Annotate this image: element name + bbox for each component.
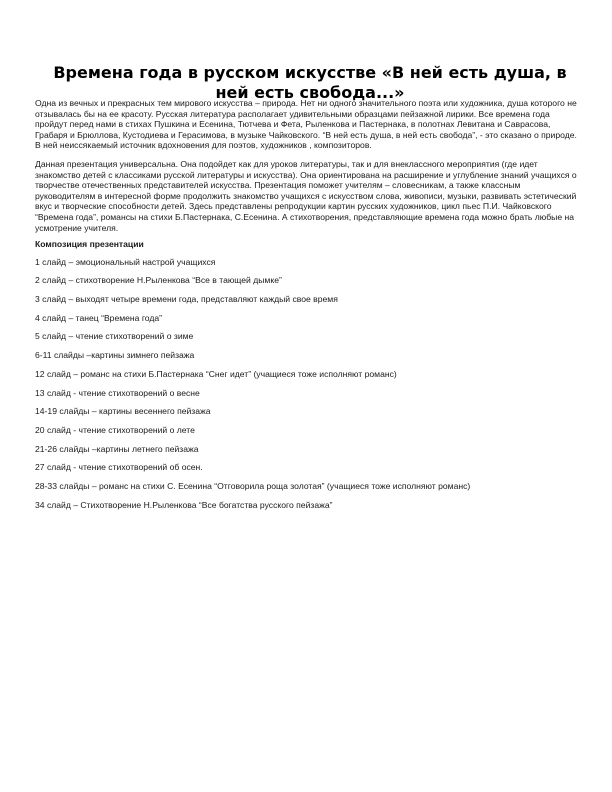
list-item: 27 слайд - чтение стихотворений об осен. xyxy=(35,462,203,473)
list-item: 1 слайд – эмоциональный настрой учащихся xyxy=(35,256,216,267)
intro-paragraph: Одна из вечных и прекрасных тем мирового искусства – природа. Нет ни одного значительного поэта или художника, душа которого не отзывалась бы на ее красоту. Русская литература располагает удивительными образцами пейзажной лирики. Все времена года пройдут перед нами в стихах Пушкина и Есенина, Тютчева и Фета, Рыленкова и Пастернака, в полотнах Левитана и Саврасова, Грабаря и Брюллова, Кустодиева и Герасимова, в музыке Чайковского. “В ней есть душа, в ней есть свобода”, - это сказано о природе. В ней неиссякаемый источник вдохновения для поэтов, художников , композиторов. xyxy=(35,98,577,151)
list-item: 20 слайд - чтение стихотворений о лете xyxy=(35,424,195,435)
list-item: 3 слайд – выходят четыре времени года, представляют каждый свое время xyxy=(35,294,338,305)
description-paragraph: Данная презентация универсальна. Она подойдет как для уроков литературы, так и для внеклассного мероприятия (где идет знакомство детей с классиками русской литературы и искусства). Она ориентирована на расширение и углубление знаний учащихся о творчестве отечественных представителей искусства. Презентация поможет учителям – словесникам, а также классным руководителям в интересной форме продолжить знакомство учащихся с искусством слова, живописи, музыки, развивать эстетический вкус и творческие способности детей. Здесь представлены репродукции картин русских художников, цикл пьес П.И. Чайковского “Времена года”, романсы на стихи Б.Пастернака, С.Есенина. А стихотворения, представляющие времена года можно брать любые на усмотрение учителя. xyxy=(35,158,577,233)
list-item: 12 слайд – романс на стихи Б.Пастернака “Снег идет” (учащиеся тоже исполняют романс) xyxy=(35,368,397,379)
list-item: 28-33 слайды – романс на стихи С. Есенина “Отговорила роща золотая” (учащиеся тоже исполняют романс) xyxy=(35,480,471,491)
list-item: 13 слайд - чтение стихотворений о весне xyxy=(35,387,200,398)
list-item: 2 слайд – стихотворение Н.Рыленкова “Все в тающей дымке” xyxy=(35,275,282,286)
slides-list xyxy=(35,257,577,519)
list-item: 34 слайд – Стихотворение Н.Рыленкова “Все богатства русского пейзажа” xyxy=(35,499,333,510)
document-body xyxy=(35,98,577,518)
list-item: 4 слайд – танец “Времена года” xyxy=(35,312,163,323)
list-item: 5 слайд – чтение стихотворений о зиме xyxy=(35,331,194,342)
composition-heading: Композиция презентации xyxy=(35,239,144,250)
list-item: 14-19 слайды – картины весеннего пейзажа xyxy=(35,406,211,417)
list-item: 21-26 слайды –картины летнего пейзажа xyxy=(35,443,199,454)
list-item: 6-11 слайды –картины зимнего пейзажа xyxy=(35,350,195,361)
document-title: Времена года в русском искусстве «В ней есть душа, в ней есть свобода...» xyxy=(53,62,567,102)
